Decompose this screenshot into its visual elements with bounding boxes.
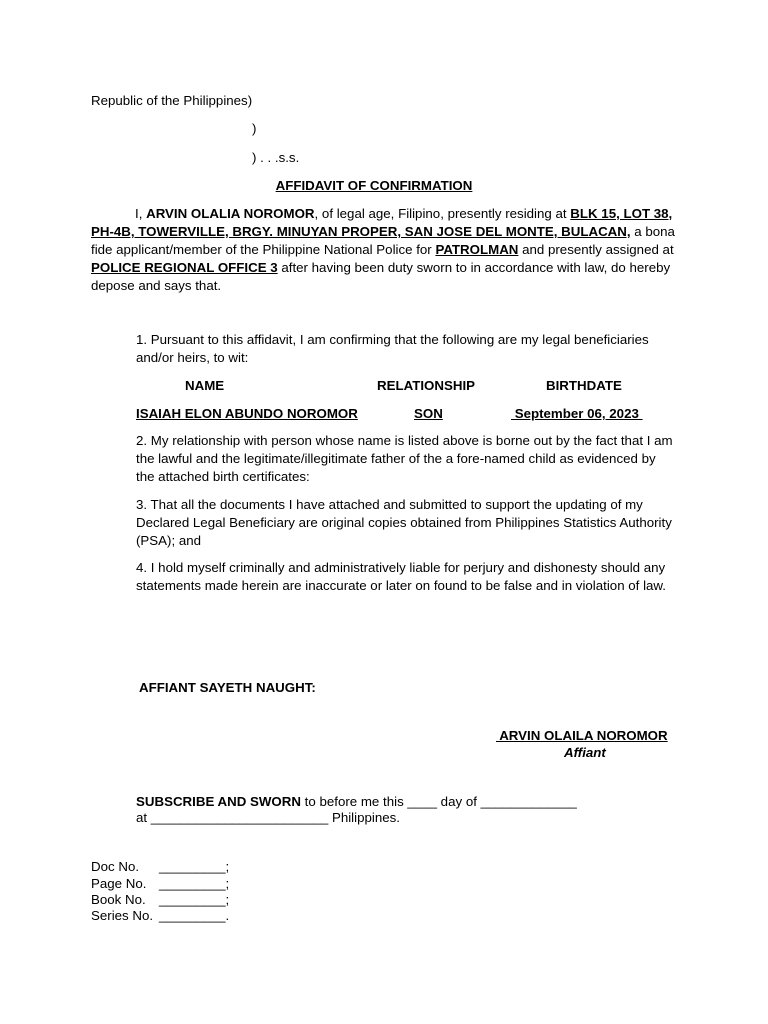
signature-role: Affiant: [564, 745, 606, 760]
table-header-relationship: RELATIONSHIP: [377, 378, 476, 393]
table-header-birthdate: BIRTHDATE: [546, 378, 622, 393]
affiant-position: PATROLMAN: [435, 242, 519, 257]
beneficiary-name: ISAIAH ELON ABUNDO NOROMOR: [136, 406, 358, 421]
affiant-name: ARVIN OLALIA NOROMOR: [146, 206, 315, 221]
jurat-line-2: at ________________________ Philippines.: [136, 810, 400, 825]
beneficiary-birthdate: September 06, 2023: [511, 406, 643, 421]
jurat-line-1: SUBSCRIBE AND SWORN to before me this ____ day of _____________: [136, 794, 577, 809]
series-no-field: Series No. _________.: [91, 908, 230, 923]
venue-republic: Republic of the Philippines): [91, 93, 253, 108]
item-2: 2. My relationship with person whose name is listed above is borne out by the fact that I am the lawful and the legitimate/illegitimate father of the a fore-named child as evidenced by the attached birth certificates:: [136, 433, 673, 484]
venue-ss: ) . . .s.s.: [252, 150, 300, 165]
intro-paragraph: I, ARVIN OLALIA NOROMOR, of legal age, Filipino, presently residing at BLK 15, LOT 38, PH-4B, TOWERVILLE, BRGY. MINUYAN PROPER, SAN JOSE DEL MONTE, BULACAN, a bona fide applicant/member of the Philippine National Police for PATROLMAN and presently assigned at POLICE REGIONAL OFFICE 3 after having been duty sworn to in accordance with law, do hereby depose and says that.: [91, 206, 675, 293]
signature-name: ARVIN OLAILA NOROMOR: [496, 728, 668, 743]
affiant-sayeth-naught: AFFIANT SAYETH NAUGHT:: [139, 680, 316, 695]
document-title: AFFIDAVIT OF CONFIRMATION: [275, 178, 473, 193]
beneficiary-relationship: SON: [414, 406, 443, 421]
doc-no-field: Doc No. _________;: [91, 859, 230, 874]
item-1: 1. Pursuant to this affidavit, I am confirming that the following are my legal beneficiaries and/or heirs, to wit:: [136, 332, 649, 365]
affiant-address: BLK 15, LOT 38, PH-4B, TOWERVILLE, BRGY. MINUYAN PROPER, SAN JOSE DEL MONTE, BULACAN,: [91, 206, 673, 239]
item-4: 4. I hold myself criminally and administratively liable for perjury and dishonesty should any statements made herein are inaccurate or later on found to be false and in violation of law.: [136, 560, 666, 593]
venue-bracket: ): [252, 121, 257, 136]
book-no-field: Book No. _________;: [91, 892, 230, 907]
affiant-office: POLICE REGIONAL OFFICE 3: [91, 260, 278, 275]
table-header-name: NAME: [185, 378, 225, 393]
page-no-field: Page No. _________;: [91, 876, 230, 891]
item-3: 3. That all the documents I have attached and submitted to support the updating of my Declared Legal Beneficiary are original copies obtained from Philippines Statistics Authority (PSA); and: [136, 497, 672, 548]
